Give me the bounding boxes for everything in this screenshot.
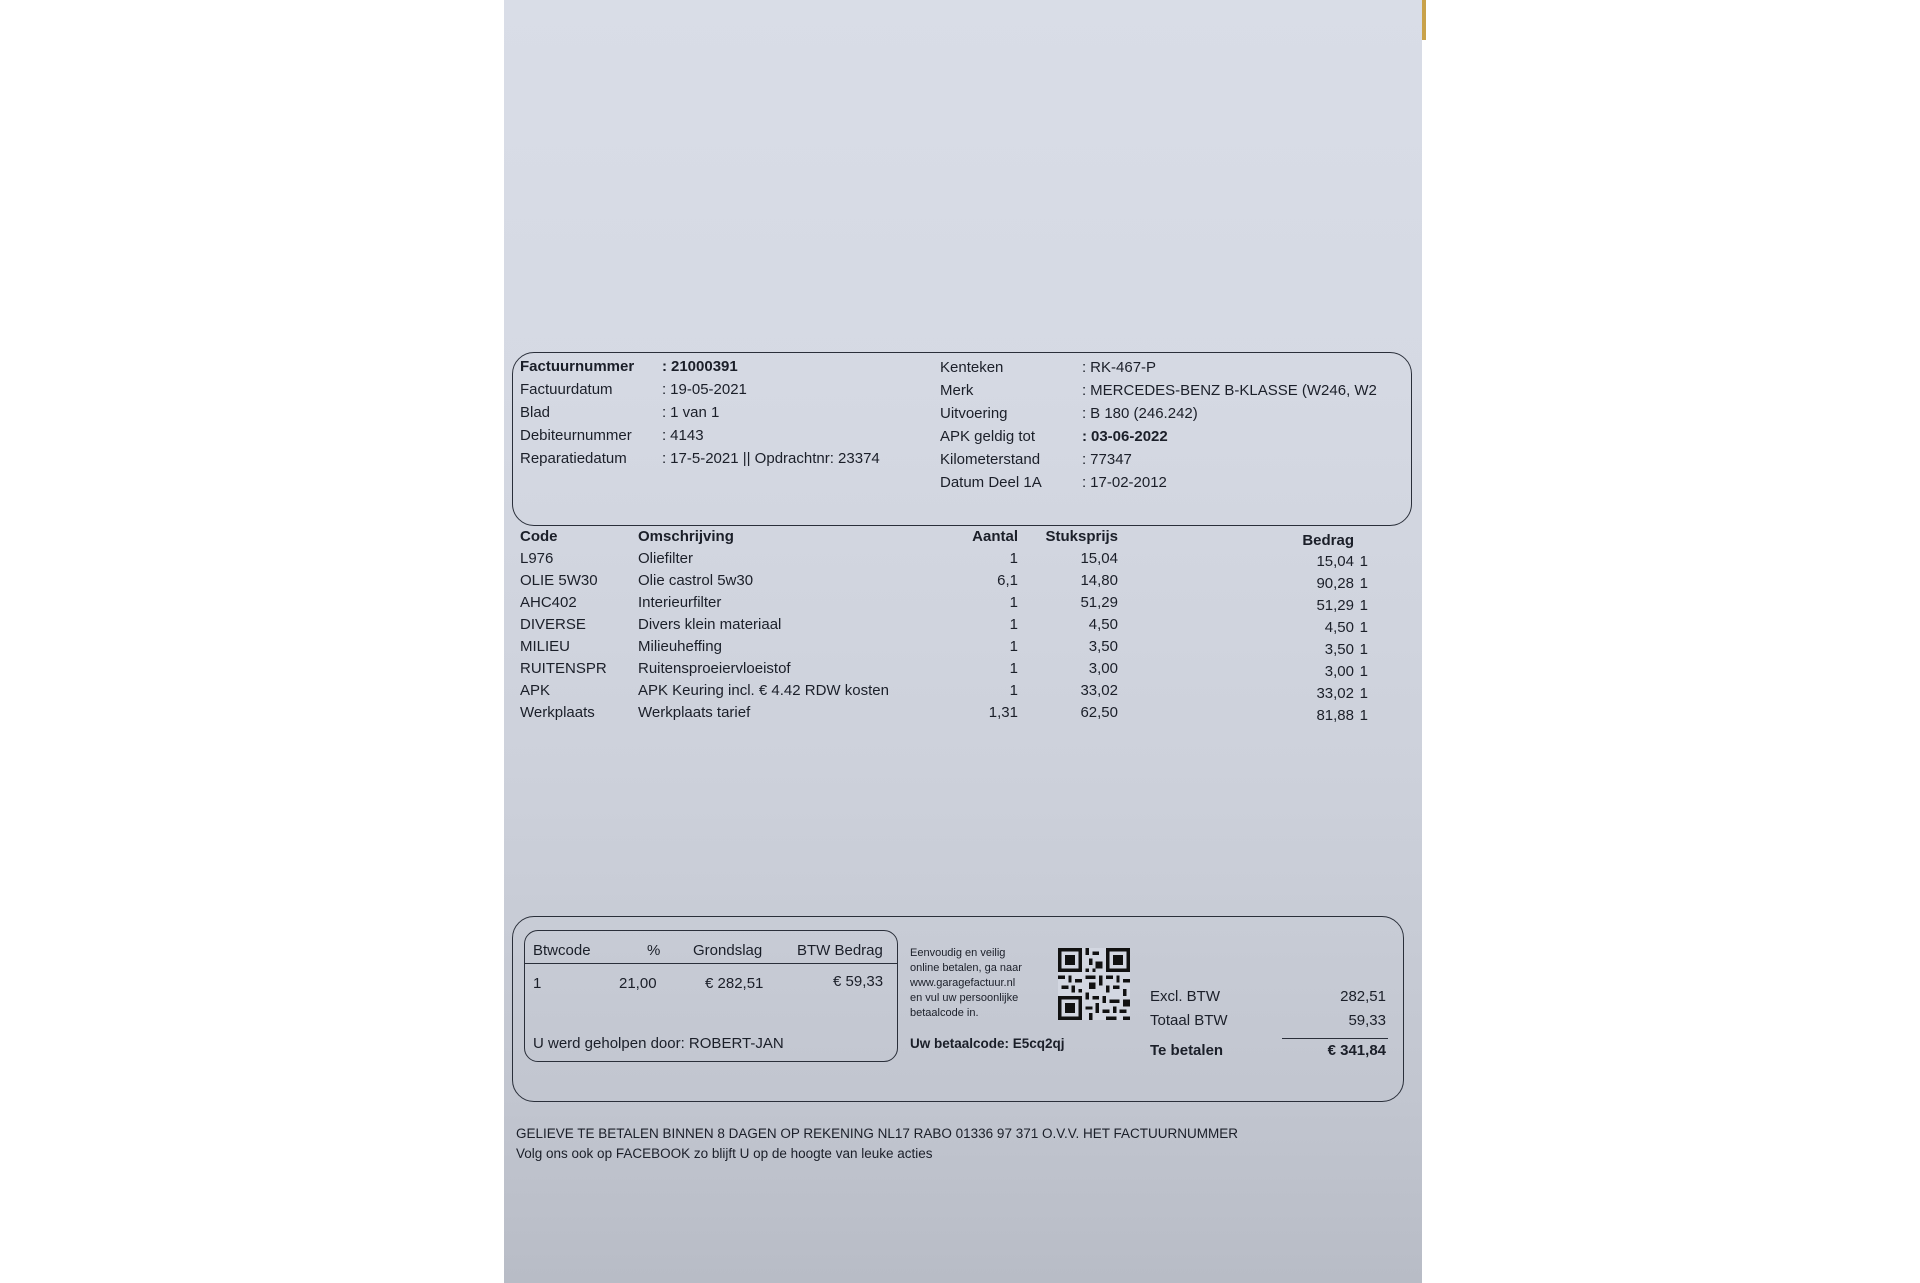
item-description: Divers klein materiaal	[638, 616, 782, 633]
detail-label: Reparatiedatum	[520, 450, 627, 467]
vat-base: € 282,51	[705, 975, 764, 992]
item-description: Interieurfilter	[638, 594, 722, 611]
table-body	[516, 550, 1396, 726]
detail-colon: :	[662, 381, 667, 398]
detail-row	[520, 447, 880, 470]
table-row	[516, 550, 1396, 572]
debtor-number: 4143	[670, 427, 704, 444]
item-unit-price: 3,00	[1088, 660, 1118, 677]
item-code: RUITENSPR	[520, 660, 607, 677]
table-header	[516, 528, 1396, 550]
detail-colon: :	[662, 427, 667, 444]
vehicle-label: APK geldig tot	[940, 428, 1036, 445]
detail-colon: :	[662, 404, 667, 421]
vat-percent: 21,00	[619, 975, 657, 992]
item-unit-price: 51,29	[1080, 594, 1118, 611]
payment-note-line: www.garagefactuur.nl	[910, 977, 1016, 989]
detail-row	[520, 378, 880, 401]
item-code: OLIE 5W30	[520, 572, 598, 589]
item-amount: 15,04	[1316, 553, 1354, 570]
item-quantity: 6,1	[997, 572, 1018, 589]
page-count: 1 van 1	[670, 404, 720, 421]
table-row	[516, 682, 1396, 704]
header-unit-price: Stuksprijs	[1045, 528, 1118, 545]
item-unit-price: 15,04	[1080, 550, 1118, 567]
item-vat-code: 1	[1359, 575, 1368, 592]
header-description: Omschrijving	[638, 528, 734, 545]
item-amount: 90,28	[1316, 575, 1354, 592]
item-vat-code: 1	[1359, 553, 1368, 570]
invoice-number: 21000391	[671, 358, 738, 375]
vehicle-label: Datum Deel 1A	[940, 474, 1042, 491]
item-code: APK	[520, 682, 551, 699]
item-vat-code: 1	[1359, 597, 1368, 614]
license-plate: RK-467-P	[1090, 359, 1157, 376]
table-row	[516, 660, 1396, 682]
table-row	[516, 616, 1396, 638]
detail-row	[520, 355, 880, 378]
repair-date: 17-5-2021 || Opdrachtnr: 23374	[670, 450, 880, 467]
payment-code: Uw betaalcode: E5cq2qj	[910, 1036, 1065, 1051]
total-vat-value: 59,33	[1348, 1012, 1386, 1029]
item-quantity: 1	[1009, 616, 1018, 633]
item-amount: 3,50	[1324, 641, 1354, 658]
payment-terms: GELIEVE TE BETALEN BINNEN 8 DAGEN OP REKENING NL17 RABO 01336 97 371 O.V.V. HET FACTUURNUMMER	[516, 1126, 1239, 1141]
item-description: Oliefilter	[638, 550, 694, 567]
item-unit-price: 14,80	[1080, 572, 1118, 589]
facebook-note: Volg ons ook op FACEBOOK zo blijft U op de hoogte van leuke acties	[516, 1146, 933, 1161]
item-quantity: 1	[1009, 594, 1018, 611]
item-unit-price: 62,50	[1080, 704, 1118, 721]
item-amount: 81,88	[1316, 707, 1354, 724]
item-vat-code: 1	[1359, 641, 1368, 658]
vat-amount: € 59,33	[833, 973, 884, 990]
vehicle-colon: :	[1082, 451, 1087, 468]
item-description: Milieuheffing	[638, 638, 722, 655]
detail-label: Factuurnummer	[520, 358, 635, 375]
apk-valid-until: 03-06-2022	[1091, 428, 1168, 445]
totals-divider	[1282, 1038, 1388, 1039]
item-vat-code: 1	[1359, 685, 1368, 702]
vehicle-row	[940, 448, 1377, 471]
vat-summary	[524, 930, 898, 1062]
vehicle-variant: B 180 (246.242)	[1090, 405, 1198, 422]
item-unit-price: 4,50	[1088, 616, 1118, 633]
item-vat-code: 1	[1359, 663, 1368, 680]
table-row	[516, 704, 1396, 726]
item-code: L976	[520, 550, 554, 567]
vehicle-row	[940, 402, 1377, 425]
odometer: 77347	[1090, 451, 1132, 468]
vehicle-row	[940, 356, 1377, 379]
item-quantity: 1	[1009, 682, 1018, 699]
item-code: MILIEU	[520, 638, 571, 655]
item-description: APK Keuring incl. € 4.42 RDW kosten	[638, 682, 889, 699]
line-items-table	[516, 528, 1396, 726]
item-quantity: 1	[1009, 660, 1018, 677]
item-description: Ruitensproeiervloeistof	[638, 660, 791, 677]
vehicle-label: Merk	[940, 382, 974, 399]
payment-note-line: online betalen, ga naar	[910, 962, 1022, 974]
item-amount: 3,00	[1324, 663, 1354, 680]
vehicle-row	[940, 425, 1377, 448]
detail-colon: :	[662, 450, 667, 467]
payment-note-line: en vul uw persoonlijke	[910, 992, 1019, 1004]
excl-vat-value: 282,51	[1340, 988, 1386, 1005]
item-description: Olie castrol 5w30	[638, 572, 754, 589]
vehicle-colon: :	[1082, 359, 1087, 376]
item-amount: 51,29	[1316, 597, 1354, 614]
detail-label: Debiteurnummer	[520, 427, 632, 444]
item-unit-price: 33,02	[1080, 682, 1118, 699]
qr-code-icon	[1058, 948, 1130, 1020]
item-quantity: 1	[1009, 638, 1018, 655]
detail-label: Blad	[520, 404, 551, 421]
invoice-date: 19-05-2021	[670, 381, 747, 398]
registration-date: 17-02-2012	[1090, 474, 1167, 491]
vat-header-percent: %	[647, 942, 661, 959]
detail-label: Factuurdatum	[520, 381, 613, 398]
table-row	[516, 638, 1396, 660]
header-code: Code	[520, 528, 558, 545]
vehicle-label: Kenteken	[940, 359, 1004, 376]
item-quantity: 1	[1009, 550, 1018, 567]
item-code: AHC402	[520, 594, 577, 611]
item-description: Werkplaats tarief	[638, 704, 751, 721]
vat-header	[525, 939, 897, 964]
vehicle-details	[940, 356, 1377, 494]
item-code: Werkplaats	[520, 704, 595, 721]
table-row	[516, 572, 1396, 594]
header-quantity: Aantal	[972, 528, 1018, 545]
item-amount: 4,50	[1324, 619, 1354, 636]
vat-code: 1	[533, 975, 542, 992]
item-vat-code: 1	[1359, 619, 1368, 636]
detail-row	[520, 424, 880, 447]
item-unit-price: 3,50	[1088, 638, 1118, 655]
vehicle-row	[940, 471, 1377, 494]
total-vat-label: Totaal BTW	[1150, 1012, 1228, 1029]
excl-vat-label: Excl. BTW	[1150, 988, 1220, 1005]
vat-header-amount: BTW Bedrag	[797, 942, 883, 959]
amount-due-value: € 341,84	[1327, 1042, 1386, 1059]
invoice-details	[520, 355, 880, 470]
invoice-paper	[504, 0, 1422, 1283]
item-quantity: 1,31	[988, 704, 1018, 721]
vat-header-code: Btwcode	[533, 942, 591, 959]
online-payment-note	[910, 946, 1050, 1021]
item-amount: 33,02	[1316, 685, 1354, 702]
vehicle-label: Uitvoering	[940, 405, 1008, 422]
detail-colon: :	[662, 358, 667, 375]
item-code: DIVERSE	[520, 616, 586, 633]
vat-header-base: Grondslag	[693, 942, 763, 959]
vehicle-label: Kilometerstand	[940, 451, 1041, 468]
payment-note-line: Eenvoudig en veilig	[910, 947, 1006, 959]
vehicle-colon: :	[1082, 428, 1087, 445]
helped-by: U werd geholpen door: ROBERT-JAN	[533, 1035, 784, 1052]
item-vat-code: 1	[1359, 707, 1368, 724]
vehicle-colon: :	[1082, 474, 1087, 491]
table-row	[516, 594, 1396, 616]
vehicle-row	[940, 379, 1377, 402]
payment-note-line: betaalcode in.	[910, 1007, 979, 1019]
amount-due-label: Te betalen	[1150, 1042, 1224, 1059]
vehicle-brand: MERCEDES-BENZ B-KLASSE (W246, W2	[1090, 382, 1377, 399]
detail-row	[520, 401, 880, 424]
vehicle-colon: :	[1082, 405, 1087, 422]
header-amount: Bedrag	[1302, 532, 1354, 549]
vehicle-colon: :	[1082, 382, 1087, 399]
